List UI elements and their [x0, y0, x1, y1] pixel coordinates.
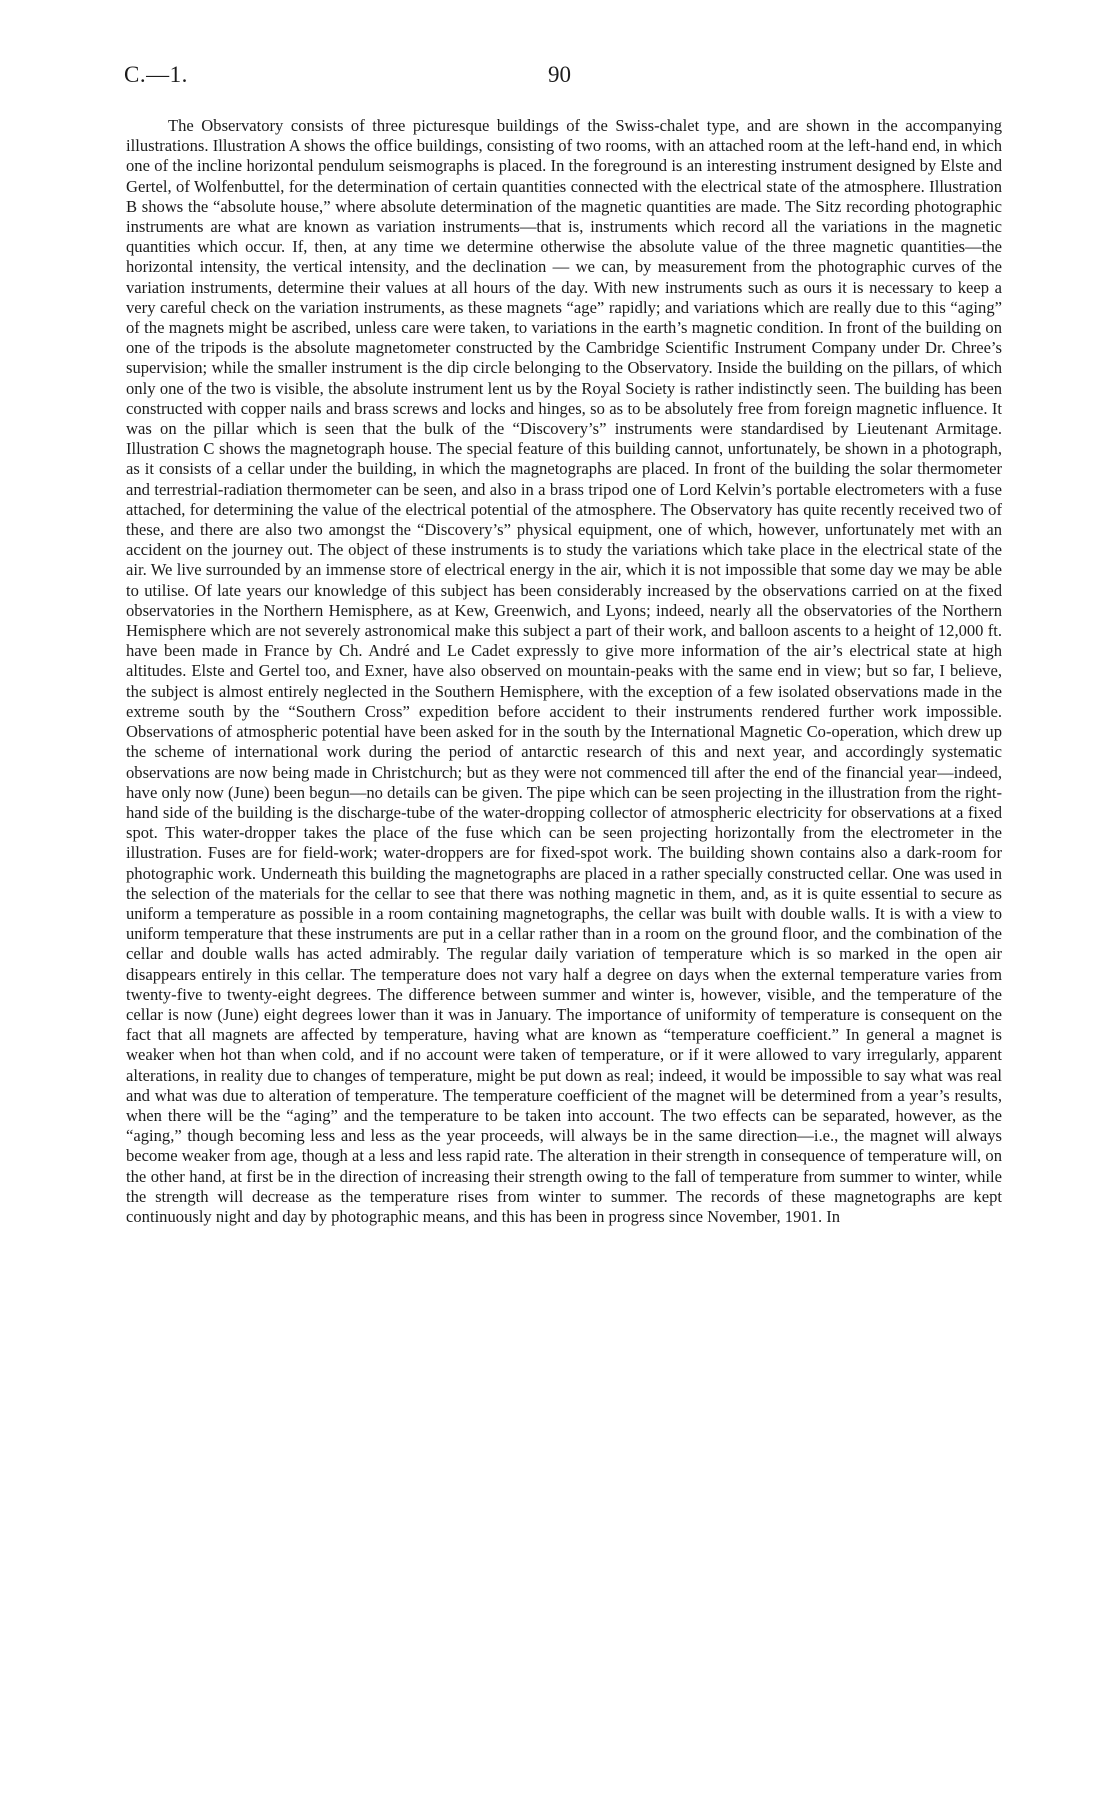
body-paragraph: The Observatory consists of three picturesque buildings of the Swiss-chalet type, and are shown in the accompanying illustrations. Illustration A shows the office buildings, consisting of two rooms, with an attached room at the left-hand end, in which one of the incline horizontal pendulum seismographs is placed. In the foreground is an interesting instrument designed by Elste and Gertel, of Wolfenbuttel, for the determination of certain quantities connected with the electrical state of the atmosphere. Illustration B shows the “absolute house,” where absolute determination of the magnetic quantities are made. The Sitz recording photographic instruments are what are known as variation instruments—that is, instruments which record all the variations in the magnetic quantities which occur. If, then, at any time we determine otherwise the absolute value of the three magnetic quantities—the horizontal intensity, the vertical intensity, and the declination — we can, by measurement from the photographic curves of the variation instruments, determine their values at all hours of the day. With new instruments such as ours it is necessary to keep a very careful check on the variation instruments, as these magnets “age” rapidly; and variations which are really due to this “aging” of the magnets might be ascribed, unless care were taken, to variations in the earth’s magnetic condition. In front of the building on one of the tripods is the absolute magnetometer constructed by the Cambridge Scientific Instrument Company under Dr. Chree’s supervision; while the smaller instrument is the dip circle belonging to the Observatory. Inside the building on the pillars, of which only one of the two is visible, the absolute instrument lent us by the Royal Society is rather indistinctly seen. The building has been constructed with copper nails and brass screws and locks and hinges, so as to be absolutely free from foreign magnetic influence. It was on the pillar which is seen that the bulk of the “Discovery’s” instruments were standardised by Lieutenant Armitage. Illustration C shows the magnetograph house. The special feature of this building cannot, unfortunately, be shown in a photograph, as it consists of a cellar under the building, in which the magnetographs are placed. In front of the building the solar thermometer and terrestrial-radiation thermometer can be seen, and also in a brass tripod one of Lord Kelvin’s portable electrometers with a fuse attached, for determining the value of the electrical potential of the atmosphere. The Observatory has quite recently received two of these, and there are also two amongst the “Discovery’s” physical equipment, one of which, however, unfortunately met with an accident on the journey out. The object of these instruments is to study the variations which take place in the electrical state of the air. We live surrounded by an immense store of electrical energy in the air, which it is not impossible that some day we may be able to utilise. Of late years our knowledge of this subject has been considerably increased by the observations carried on at the fixed observatories in the Northern Hemisphere, as at Kew, Greenwich, and Lyons; indeed, nearly all the observatories of the Northern Hemisphere which are not severely astronomical make this subject a part of their work, and balloon ascents to a height of 12,000 ft. have been made in France by Ch. André and Le Cadet expressly to give more information of the air’s electrical state at high altitudes. Elste and Gertel too, and Exner, have also observed on mountain-peaks with the same end in view; but so far, I believe, the subject is almost entirely neglected in the Southern Hemisphere, with the exception of a few isolated observations made in the extreme south by the “Southern Cross” expedition before accident to their instruments rendered further work impossible. Observations of atmospheric potential have been asked for in the south by the International Magnetic Co-operation, which drew up the scheme of international work during the period of antarctic research of this and next year, and accordingly systematic observations are now being made in Christchurch; but as they were not commenced till after the end of the financial year—indeed, have only now (June) been begun—no details can be given. The pipe which can be seen projecting in the illustration from the right-hand side of the building is the discharge-tube of the water-dropping collector of atmospheric electricity for observations at a fixed spot. This water-dropper takes the place of the fuse which can be seen projecting horizontally from the electrometer in the illustration. Fuses are for field-work; water-droppers are for fixed-spot work. The building shown contains also a dark-room for photographic work. Underneath this building the magnetographs are placed in a rather specially constructed cellar. One was used in the selection of the materials for the cellar to see that there was nothing magnetic in them, and, as it is quite essential to secure as uniform a temperature as possible in a room containing magnetographs, the cellar was built with double walls. It is with a view to uniform temperature that these instruments are put in a cellar rather than in a room on the ground floor, and the combination of the cellar and double walls has acted admirably. The regular daily variation of temperature which is so marked in the open air disappears entirely in this cellar. The temperature does not vary half a degree on days when the external temperature varies from twenty-five to twenty-eight degrees. The difference between summer and winter is, however, visible, and the temperature of the cellar is now (June) eight degrees lower than it was in January. The importance of uniformity of temperature is consequent on the fact that all magnets are affected by temperature, having what are known as “temperature coefficient.” In general a magnet is weaker when hot than when cold, and if no account were taken of temperature, or if it were allowed to vary irregularly, apparent alterations, in reality due to changes of temperature, might be put down as real; indeed, it would be impossible to say what was real and what was due to alteration of temperature. The temperature coefficient of the magnet will be determined from a year’s results, when there will be the “aging” and the temperature to be taken into account. The two effects can be separated, however, as the “aging,” though becoming less and less as the year proceeds, will always be in the same direction—i.e., the magnet will always become weaker from age, though at a less and less rapid rate. The alteration in their strength in consequence of temperature will, on the other hand, at first be in the direction of increasing their strength owing to the fall of temperature from summer to winter, while the strength will decrease as the temperature rises from winter to summer. The records of these magnetographs are kept continuously night and day by photographic means, and this has been in progress since November, 1901. In: [126, 116, 1002, 1226]
document-reference: C.—1.: [124, 62, 188, 87]
page-header: [124, 62, 1004, 96]
page-number: 90: [548, 62, 571, 87]
